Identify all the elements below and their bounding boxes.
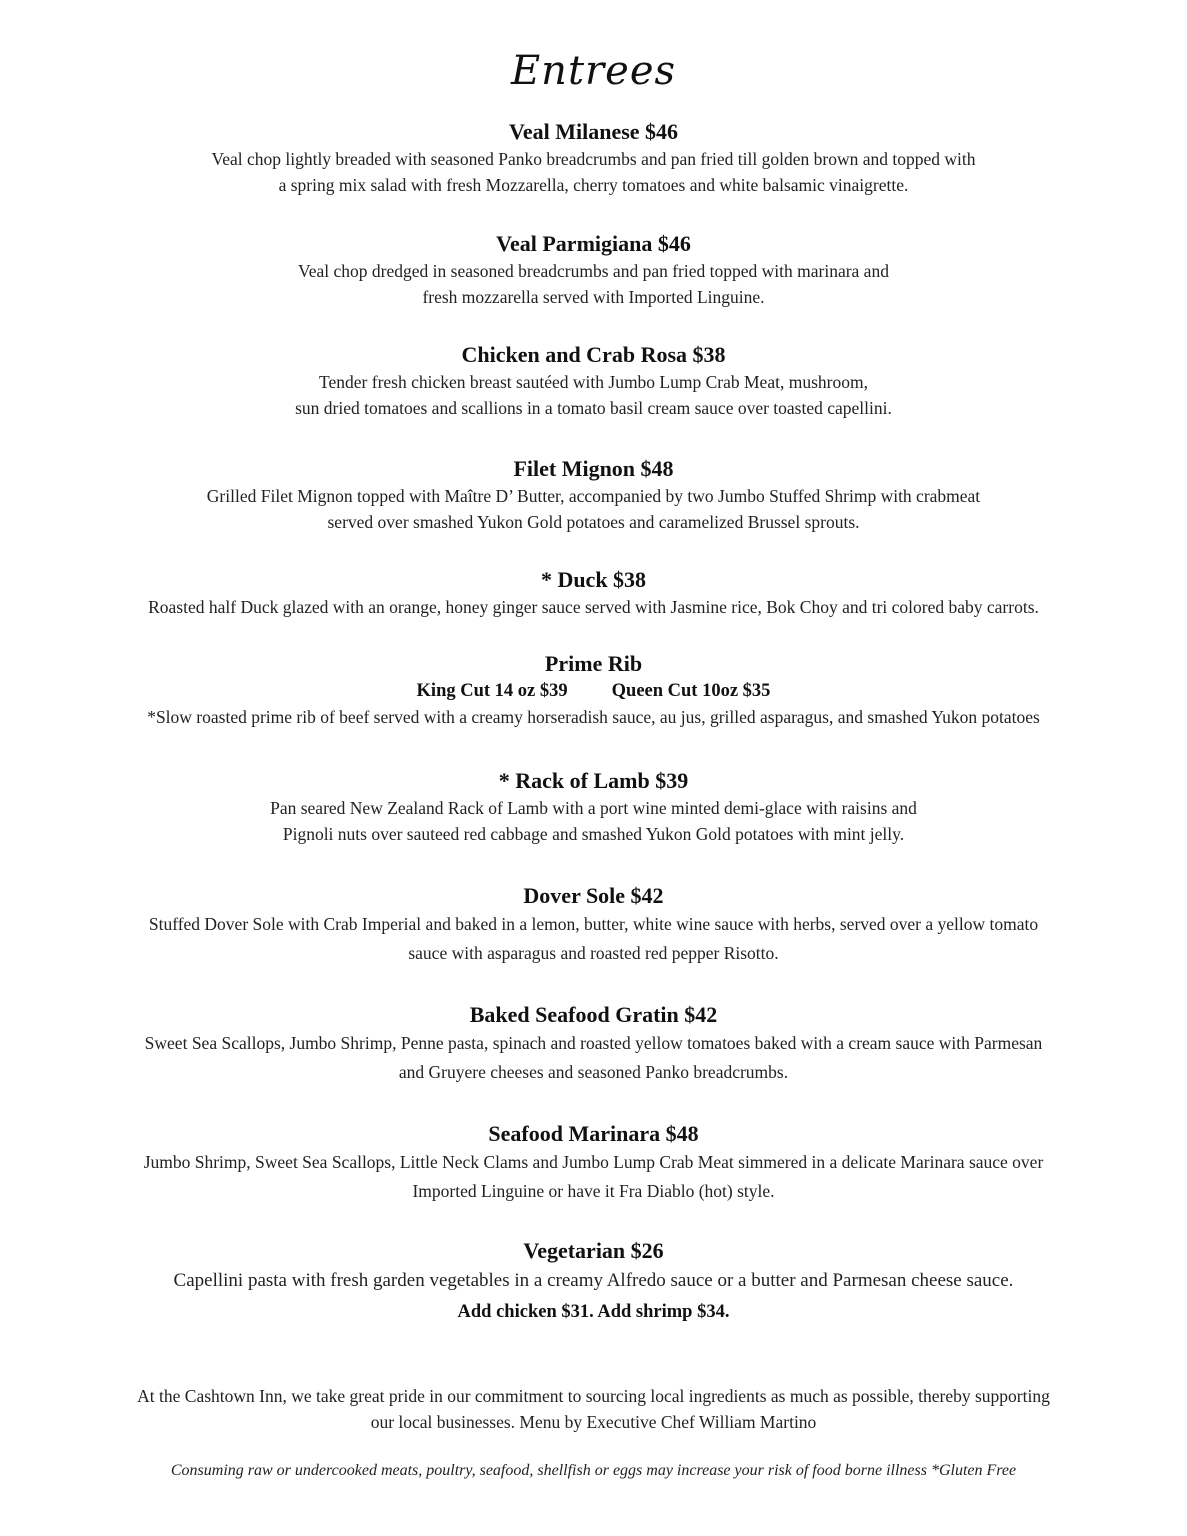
item-name: Seafood Marinara $48 — [488, 1121, 699, 1146]
item-name: Veal Parmigiana $46 — [496, 231, 691, 256]
menu-item-filet-mignon — [0, 455, 1187, 535]
cut-king: King Cut 14 oz $39 — [416, 681, 568, 701]
item-desc-line: *Slow roasted prime rib of beef served with a creamy horseradish sauce, au jus, grilled asparagus, and smashed Yukon potatoes — [147, 707, 1040, 727]
item-name: * Duck $38 — [540, 567, 647, 592]
item-desc-line: Jumbo Shrimp, Sweet Sea Scallops, Little Neck Clams and Jumbo Lump Crab Meat simmered in a delicate Marinara sauce over — [143, 1152, 1044, 1172]
item-name: Baked Seafood Gratin $42 — [469, 1002, 718, 1027]
sourcing-note — [0, 1383, 1187, 1435]
item-desc-line: Capellini pasta with fresh garden vegetables in a creamy Alfredo sauce or a butter and Parmesan cheese sauce. — [173, 1270, 1014, 1291]
menu-item-baked-seafood-gratin — [0, 1001, 1187, 1087]
item-desc-line: Grilled Filet Mignon topped with Maître D’ Butter, accompanied by two Jumbo Stuffed Shrimp with crabmeat — [206, 486, 981, 506]
menu-item-veal-parmigiana — [0, 230, 1187, 310]
item-desc-line: Imported Linguine or have it Fra Diablo (hot) style. — [412, 1181, 775, 1201]
health-disclaimer: Consuming raw or undercooked meats, poultry, seafood, shellfish or eggs may increase your risk of food borne illness *Gluten Free — [170, 1462, 1017, 1479]
vegetarian-addons: Add chicken $31. Add shrimp $34. — [457, 1302, 730, 1322]
menu-item-seafood-marinara — [0, 1120, 1187, 1206]
section-title: Entrees — [510, 48, 677, 94]
item-name: Veal Milanese $46 — [508, 119, 679, 144]
item-desc-line: Roasted half Duck glazed with an orange, honey ginger sauce served with Jasmine rice, Bok Choy and tri colored baby carrots. — [148, 597, 1039, 617]
menu-item-veal-milanese — [0, 118, 1187, 198]
item-name: Chicken and Crab Rosa $38 — [461, 342, 726, 367]
item-desc-line: sauce with asparagus and roasted red pepper Risotto. — [408, 943, 779, 963]
item-desc-line: Veal chop lightly breaded with seasoned Panko breadcrumbs and pan fried till golden brown and topped with — [211, 149, 976, 169]
cut-queen: Queen Cut 10oz $35 — [611, 681, 771, 701]
item-desc-line: Stuffed Dover Sole with Crab Imperial and baked in a lemon, butter, white wine sauce with herbs, served over a yellow tomato — [148, 914, 1039, 934]
sourcing-note-line: At the Cashtown Inn, we take great pride in our commitment to sourcing local ingredients as much as possible, thereby supporting — [137, 1386, 1050, 1406]
item-desc-line: Pan seared New Zealand Rack of Lamb with a port wine minted demi-glace with raisins and — [270, 798, 917, 818]
item-name: * Rack of Lamb $39 — [498, 768, 689, 793]
menu-item-dover-sole — [0, 882, 1187, 968]
item-desc-line: a spring mix salad with fresh Mozzarella, cherry tomatoes and white balsamic vinaigrette. — [278, 175, 909, 195]
item-desc-line: and Gruyere cheeses and seasoned Panko breadcrumbs. — [398, 1062, 789, 1082]
item-name: Prime Rib — [544, 651, 643, 676]
item-desc-line: Sweet Sea Scallops, Jumbo Shrimp, Penne pasta, spinach and roasted yellow tomatoes baked with a cream sauce with Parmesan — [144, 1033, 1043, 1053]
item-name: Vegetarian $26 — [523, 1238, 664, 1263]
sourcing-note-line: our local businesses. Menu by Executive Chef William Martino — [370, 1412, 817, 1432]
item-desc-line: sun dried tomatoes and scallions in a tomato basil cream sauce over toasted capellini. — [295, 398, 892, 418]
item-desc-line: Tender fresh chicken breast sautéed with Jumbo Lump Crab Meat, mushroom, — [319, 372, 868, 392]
menu-item-duck — [0, 566, 1187, 620]
item-desc-line: fresh mozzarella served with Imported Linguine. — [422, 287, 765, 307]
item-desc-line: Veal chop dredged in seasoned breadcrumbs and pan fried topped with marinara and — [298, 261, 889, 281]
menu-item-vegetarian — [0, 1237, 1187, 1327]
menu-item-chicken-crab-rosa — [0, 341, 1187, 421]
item-desc-line: served over smashed Yukon Gold potatoes and caramelized Brussel sprouts. — [327, 512, 860, 532]
item-name: Filet Mignon $48 — [513, 456, 674, 481]
prime-rib-cuts — [0, 678, 1187, 704]
menu-item-rack-of-lamb — [0, 767, 1187, 847]
item-name: Dover Sole $42 — [523, 883, 664, 908]
item-desc-line: Pignoli nuts over sauteed red cabbage and smashed Yukon Gold potatoes with mint jelly. — [282, 824, 905, 844]
menu-item-prime-rib — [0, 650, 1187, 730]
